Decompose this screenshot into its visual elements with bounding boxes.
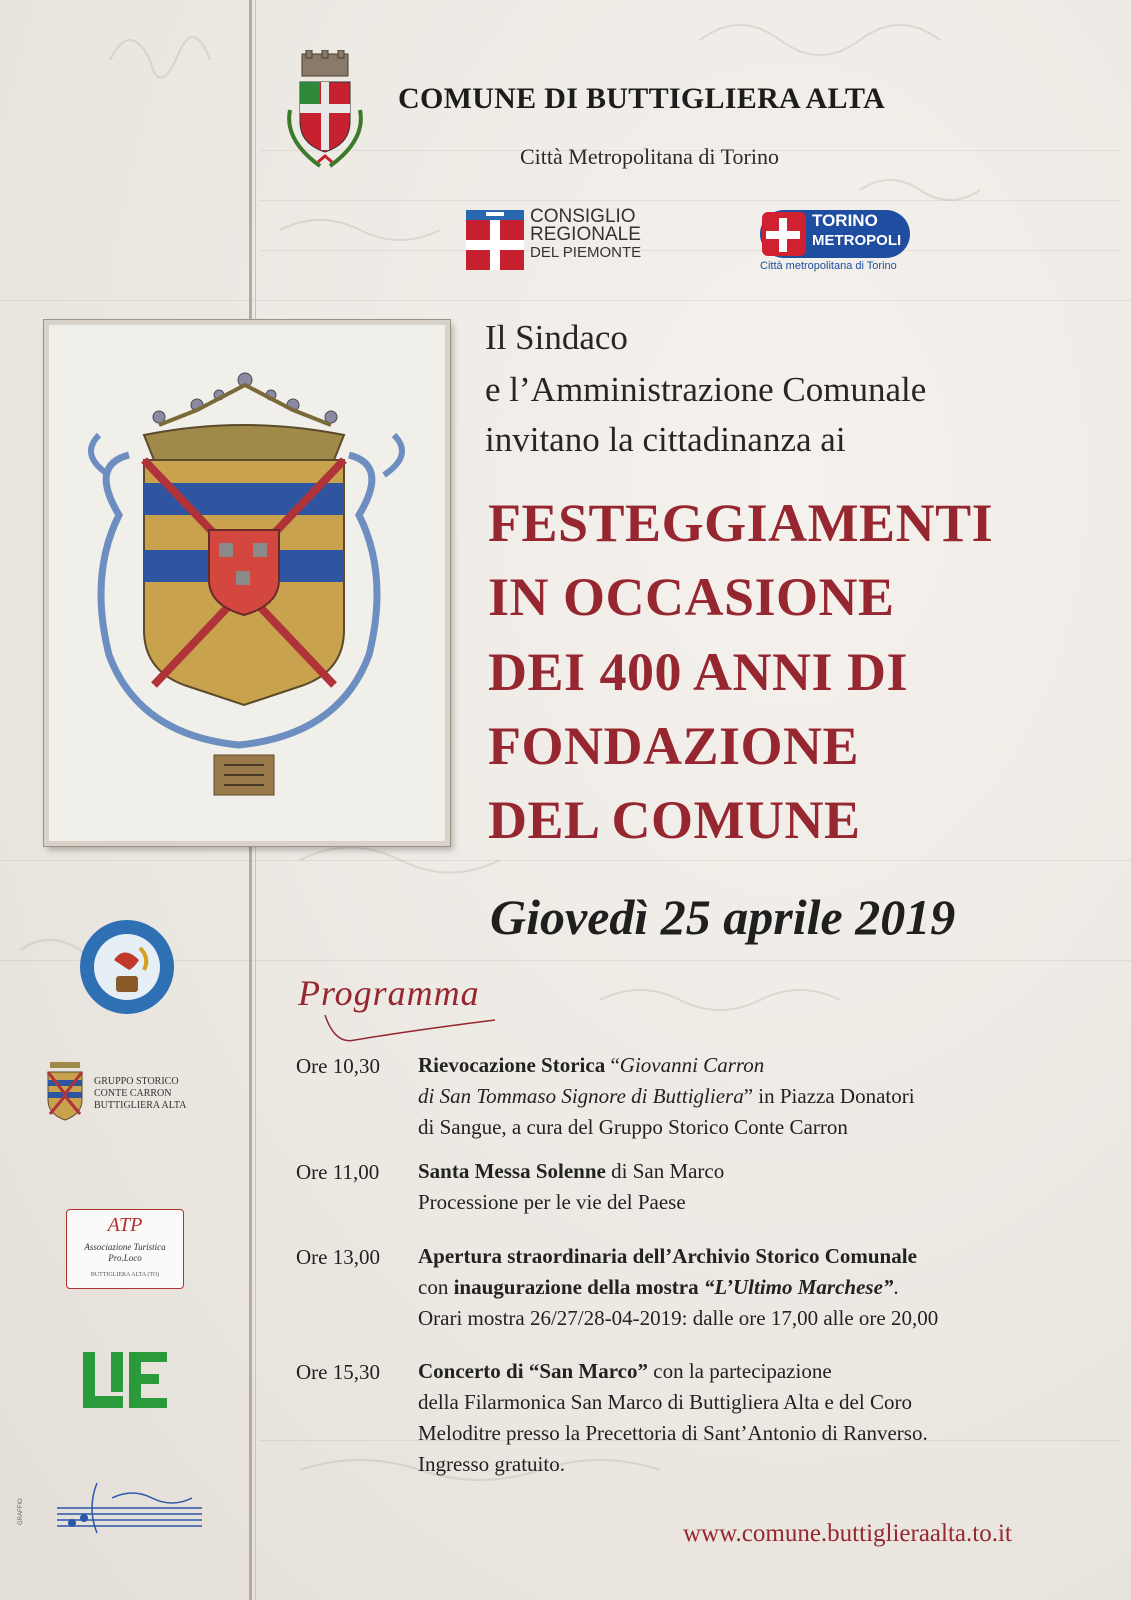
event-text: Orari mostra 26/27/28-04-2019: dalle ore 17,00 alle ore 20,00 <box>418 1306 939 1330</box>
event-description <box>418 1156 1108 1218</box>
event-text: di Sangue, a cura del Gruppo Storico Conte Carron <box>418 1115 848 1139</box>
event-description <box>418 1356 1108 1480</box>
event-text: Ingresso gratuito. <box>418 1452 565 1476</box>
website-link[interactable]: www.comune.buttiglieraalta.to.it <box>683 1520 1012 1547</box>
event-time: Ore 10,30 <box>296 1054 380 1078</box>
consiglio-line3: DEL PIEMONTE <box>530 244 642 261</box>
torino-caption: Città metropolitana di Torino <box>760 260 897 272</box>
pro-loco-logo <box>66 1209 184 1289</box>
event-date: Giovedì 25 aprile 2019 <box>490 889 956 945</box>
consiglio-line1: CONSIGLIO <box>530 206 636 227</box>
event-title: Rievocazione Storica <box>418 1053 606 1077</box>
event-text-italic: Giovanni Carron <box>619 1053 765 1077</box>
invitation-line2: e l’Amministrazione Comunale <box>485 370 927 409</box>
event-text: di San Marco <box>605 1159 725 1183</box>
gruppo-line2: CONTE CARRON <box>94 1088 172 1099</box>
event-text: con la partecipazione <box>648 1359 832 1383</box>
event-text: della Filarmonica San Marco di Buttigliera Alta e del Coro <box>418 1390 912 1414</box>
event-text: ” in Piazza Donatori <box>743 1084 915 1108</box>
header-title: COMUNE DI BUTTIGLIERA ALTA <box>398 82 886 115</box>
comitato-festeggiamenti-logo <box>78 918 176 1016</box>
event-description <box>418 1241 1108 1334</box>
event-text: Processione per le vie del Paese <box>418 1190 686 1214</box>
event-text: con <box>418 1275 454 1299</box>
consiglio-regionale-logo <box>466 206 676 272</box>
torino-line2: METROPOLI <box>812 232 902 249</box>
headline-line4: FONDAZIONE <box>488 716 860 776</box>
gruppo-line3: BUTTIGLIERA ALTA <box>94 1100 187 1111</box>
program-flourish-icon <box>320 1010 520 1050</box>
atp-line2: Pro.Loco <box>108 1253 142 1263</box>
event-time: Ore 11,00 <box>296 1160 380 1184</box>
torino-line1: TORINO <box>812 211 878 230</box>
event-time: Ore 13,00 <box>296 1245 380 1269</box>
event-text: . <box>893 1275 899 1299</box>
consiglio-line2: REGIONALE <box>530 224 641 245</box>
coat-of-arms-icon <box>49 325 445 841</box>
atp-line1: Associazione Turistica <box>84 1242 166 1252</box>
headline-line2: IN OCCASIONE <box>488 567 895 627</box>
torino-metropoli-logo <box>760 210 910 276</box>
invitation-line3: invitano la cittadinanza ai <box>485 420 846 459</box>
program-title: Programma <box>298 973 480 1013</box>
headline-line3: DEI 400 ANNI DI <box>488 642 909 702</box>
designer-credit: GRAFFIO <box>18 1498 24 1525</box>
event-text-bolditalic: “L’Ultimo Marchese” <box>703 1275 894 1299</box>
atp-mark: ATP <box>107 1214 143 1236</box>
event-title: Apertura straordinaria dell’Archivio Storico Comunale <box>418 1244 917 1268</box>
event-text-italic: di San Tommaso Signore di Buttigliera <box>418 1084 744 1108</box>
gruppo-line1: GRUPPO STORICO <box>94 1076 179 1087</box>
coat-of-arms-image <box>44 320 450 846</box>
ue-green-logo-icon <box>83 1350 169 1410</box>
invitation-line1: Il Sindaco <box>485 318 628 357</box>
gruppo-storico-logo <box>44 1058 204 1122</box>
event-time: Ore 15,30 <box>296 1360 380 1384</box>
event-title: Santa Messa Solenne <box>418 1159 606 1183</box>
headline-line5: DEL COMUNE <box>488 790 861 850</box>
event-text: “ <box>605 1053 620 1077</box>
event-text: Meloditre presso la Precettoria di Sant’Antonio di Ranverso. <box>418 1421 928 1445</box>
event-title: Concerto di “San Marco” <box>418 1359 649 1383</box>
headline-line1: FESTEGGIAMENTI <box>488 493 994 553</box>
piemonte-flag-icon <box>466 210 524 270</box>
atp-line3: BUTTIGLIERA ALTA (TO) <box>90 1272 160 1278</box>
header-subtitle: Città Metropolitana di Torino <box>520 144 779 169</box>
filarmonica-logo <box>52 1478 202 1536</box>
gruppo-storico-shield-icon <box>44 1058 86 1122</box>
municipal-crest-icon <box>280 50 370 180</box>
event-text-bold: inaugurazione della mostra <box>453 1275 704 1299</box>
event-description <box>418 1050 1108 1143</box>
